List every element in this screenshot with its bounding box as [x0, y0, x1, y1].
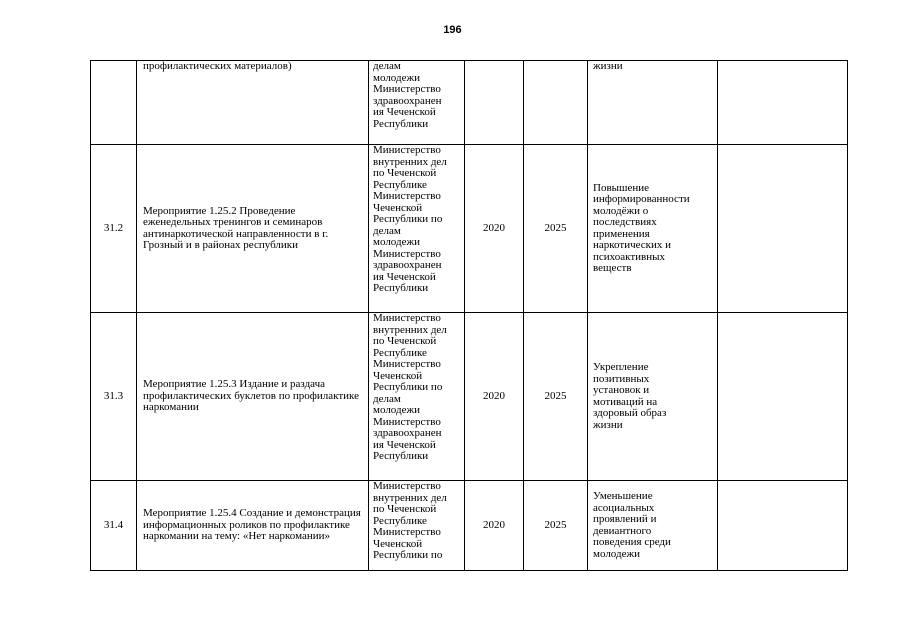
empty-cell — [718, 145, 848, 313]
executors-cell: делам молодежи Министерство здравоохранен ия Чеченской Республики — [369, 61, 465, 145]
start-year-cell: 2020 — [465, 313, 524, 481]
row-number-cell — [91, 61, 137, 145]
table-row — [91, 313, 848, 481]
executors-cell: Министерство внутренних дел по Чеченской Республике Министерство Чеченской Республики по делам молодежи Министерство здравоохранен ия Чеченской Республики — [369, 313, 465, 481]
row-number-cell: 31.2 — [91, 145, 137, 313]
row-number-cell: 31.3 — [91, 313, 137, 481]
empty-cell — [718, 61, 848, 145]
start-year-cell: 2020 — [465, 145, 524, 313]
table-row — [91, 61, 848, 145]
end-year-cell: 2025 — [524, 313, 588, 481]
executors-cell: Министерство внутренних дел по Чеченской Республике Министерство Чеченской Республики по делам молодежи Министерство здравоохранен ия Чеченской Республики — [369, 145, 465, 313]
expected-result-cell: Укрепление позитивных установок и мотиваций на здоровый образ жизни — [588, 313, 718, 481]
measures-table — [90, 60, 848, 571]
measure-name-cell: профилактических материалов) — [137, 61, 369, 145]
empty-cell — [718, 313, 848, 481]
expected-result-cell: жизни — [588, 61, 718, 145]
row-number-cell: 31.4 — [91, 481, 137, 571]
empty-cell — [718, 481, 848, 571]
expected-result-cell: Уменьшение асоциальных проявлений и девиантного поведения среди молодежи — [588, 481, 718, 571]
table-row — [91, 481, 848, 571]
table-row — [91, 145, 848, 313]
end-year-cell: 2025 — [524, 145, 588, 313]
start-year-cell: 2020 — [465, 481, 524, 571]
measure-name-cell: Мероприятие 1.25.3 Издание и раздача профилактических буклетов по профилактике наркомании — [137, 313, 369, 481]
measure-name-cell: Мероприятие 1.25.2 Проведение еженедельных тренингов и семинаров антинаркотической направленности в г. Грозный и в районах республики — [137, 145, 369, 313]
end-year-cell: 2025 — [524, 481, 588, 571]
end-year-cell — [524, 61, 588, 145]
expected-result-cell: Повышение информированности молодёжи о последствиях применения наркотических и психоактивных веществ — [588, 145, 718, 313]
start-year-cell — [465, 61, 524, 145]
measure-name-cell: Мероприятие 1.25.4 Создание и демонстрация информационных роликов по профилактике наркомании на тему: «Нет наркомании» — [137, 481, 369, 571]
executors-cell: Министерство внутренних дел по Чеченской Республике Министерство Чеченской Республики по — [369, 481, 465, 571]
page-number: 196 — [443, 24, 462, 36]
